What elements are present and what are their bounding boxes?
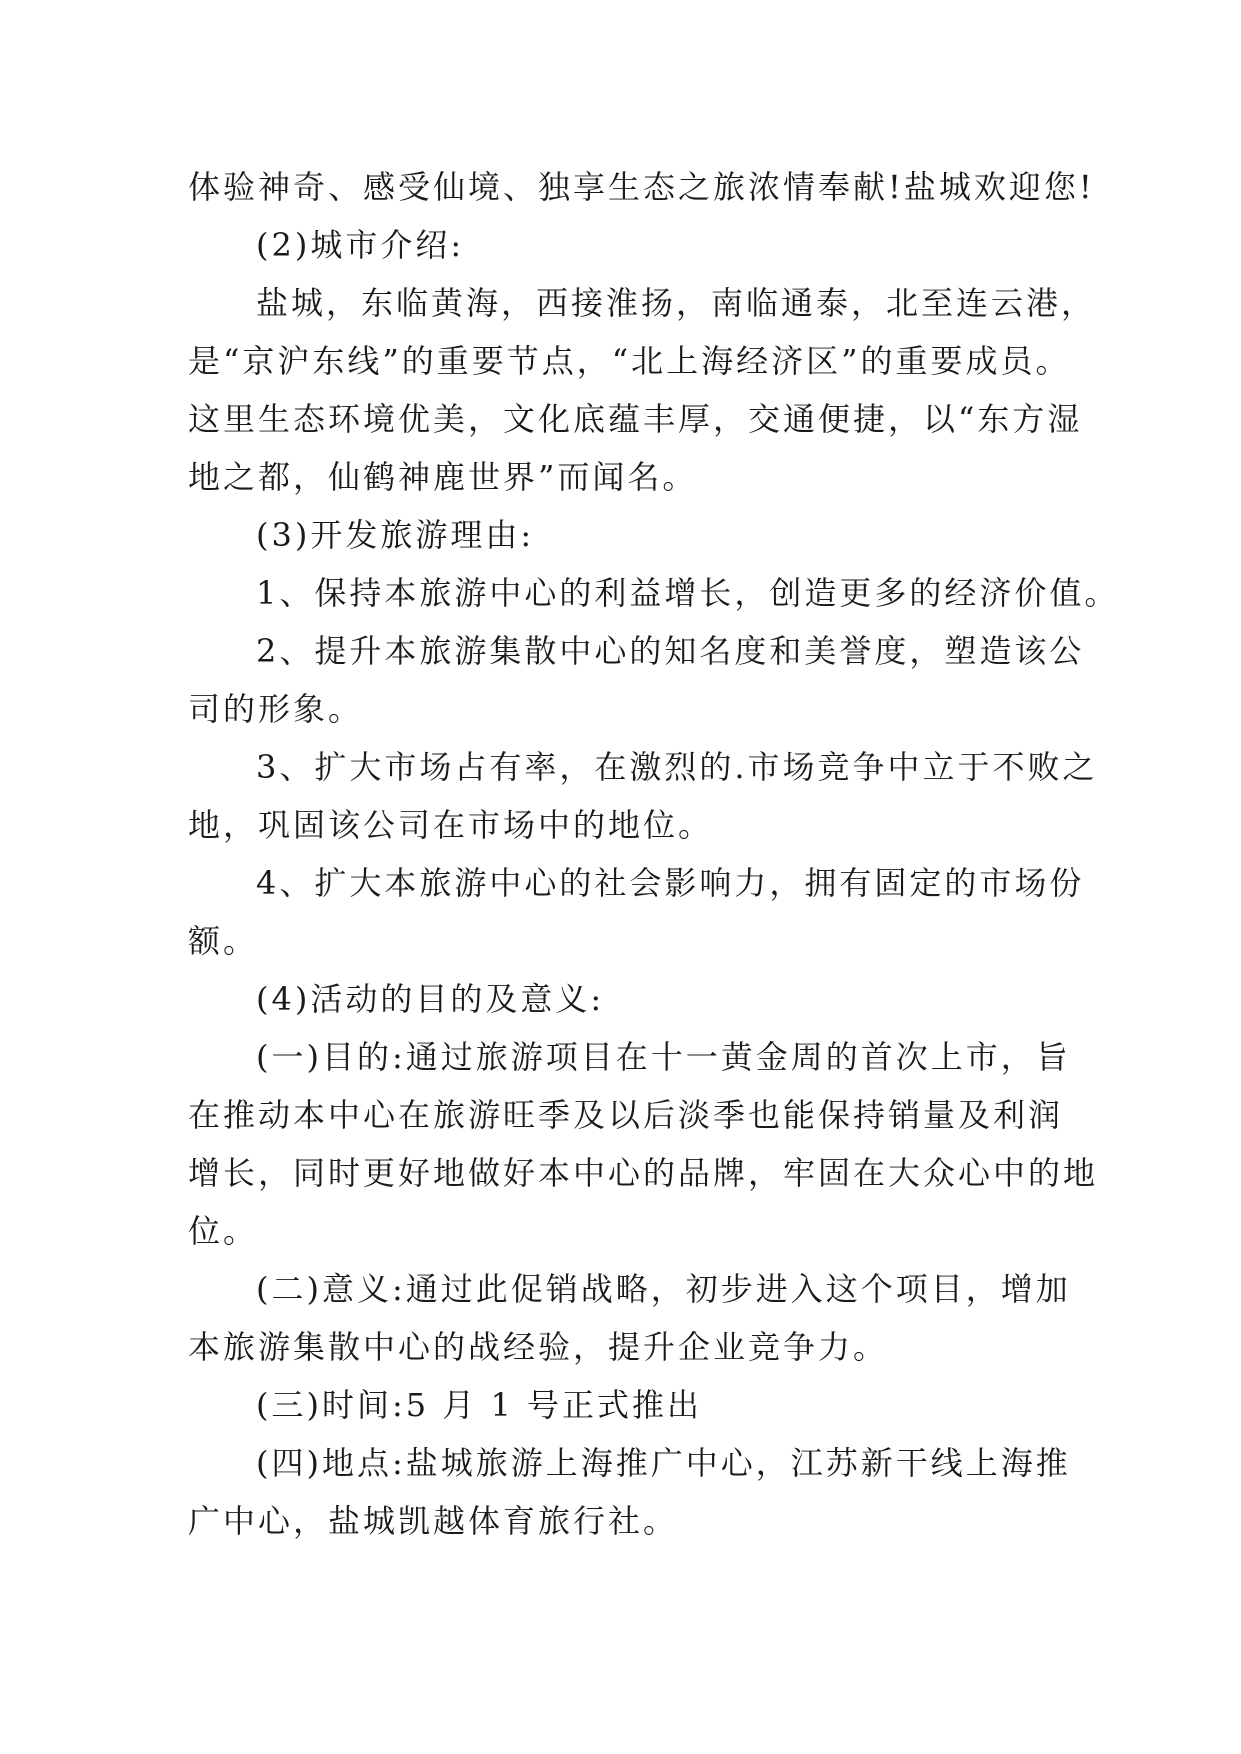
text-line: 本旅游集散中心的战经验，提升企业竞争力。 <box>188 1328 889 1366</box>
text-line: 体验神奇、感受仙境、独享生态之旅浓情奉献!盐城欢迎您! <box>188 168 1095 206</box>
section-heading-city-intro: (2)城市介绍: <box>256 226 465 264</box>
text-line: (一)目的:通过旅游项目在十一黄金周的首次上市，旨 <box>256 1038 1071 1076</box>
text-line: 2、提升本旅游集散中心的知名度和美誉度，塑造该公 <box>256 632 1085 670</box>
document-page <box>188 158 1120 1550</box>
text-line: 位。 <box>188 1212 259 1250</box>
text-line: 是“京沪东线”的重要节点，“北上海经济区”的重要成员。 <box>188 342 1071 380</box>
text-line: (三)时间:5 月 1 号正式推出 <box>256 1386 702 1424</box>
section-heading-reasons: (3)开发旅游理由: <box>256 516 535 554</box>
text-line: 广中心，盐城凯越体育旅行社。 <box>188 1502 679 1540</box>
text-line: 盐城，东临黄海，西接淮扬，南临通泰，北至连云港， <box>256 284 1097 322</box>
text-line: 这里生态环境优美，文化底蕴丰厚，交通便捷，以“东方湿 <box>188 400 1083 438</box>
text-line: 地，巩固该公司在市场中的地位。 <box>188 806 714 844</box>
text-line: 增长，同时更好地做好本中心的品牌，牢固在大众心中的地 <box>188 1154 1099 1192</box>
section-heading-purpose: (4)活动的目的及意义: <box>256 980 605 1018</box>
text-line: (二)意义:通过此促销战略，初步进入这个项目，增加 <box>256 1270 1071 1308</box>
text-line: 3、扩大市场占有率，在激烈的.市场竞争中立于不败之 <box>256 748 1098 786</box>
text-line: 额。 <box>188 922 259 960</box>
text-line: 地之都，仙鹤神鹿世界”而闻名。 <box>188 458 698 496</box>
text-line: 司的形象。 <box>188 690 364 728</box>
text-line: (四)地点:盐城旅游上海推广中心，江苏新干线上海推 <box>256 1444 1071 1482</box>
text-line: 1、保持本旅游中心的利益增长，创造更多的经济价值。 <box>256 574 1120 612</box>
text-line: 在推动本中心在旅游旺季及以后淡季也能保持销量及利润 <box>188 1096 1064 1134</box>
text-line: 4、扩大本旅游中心的社会影响力，拥有固定的市场份 <box>256 864 1085 902</box>
